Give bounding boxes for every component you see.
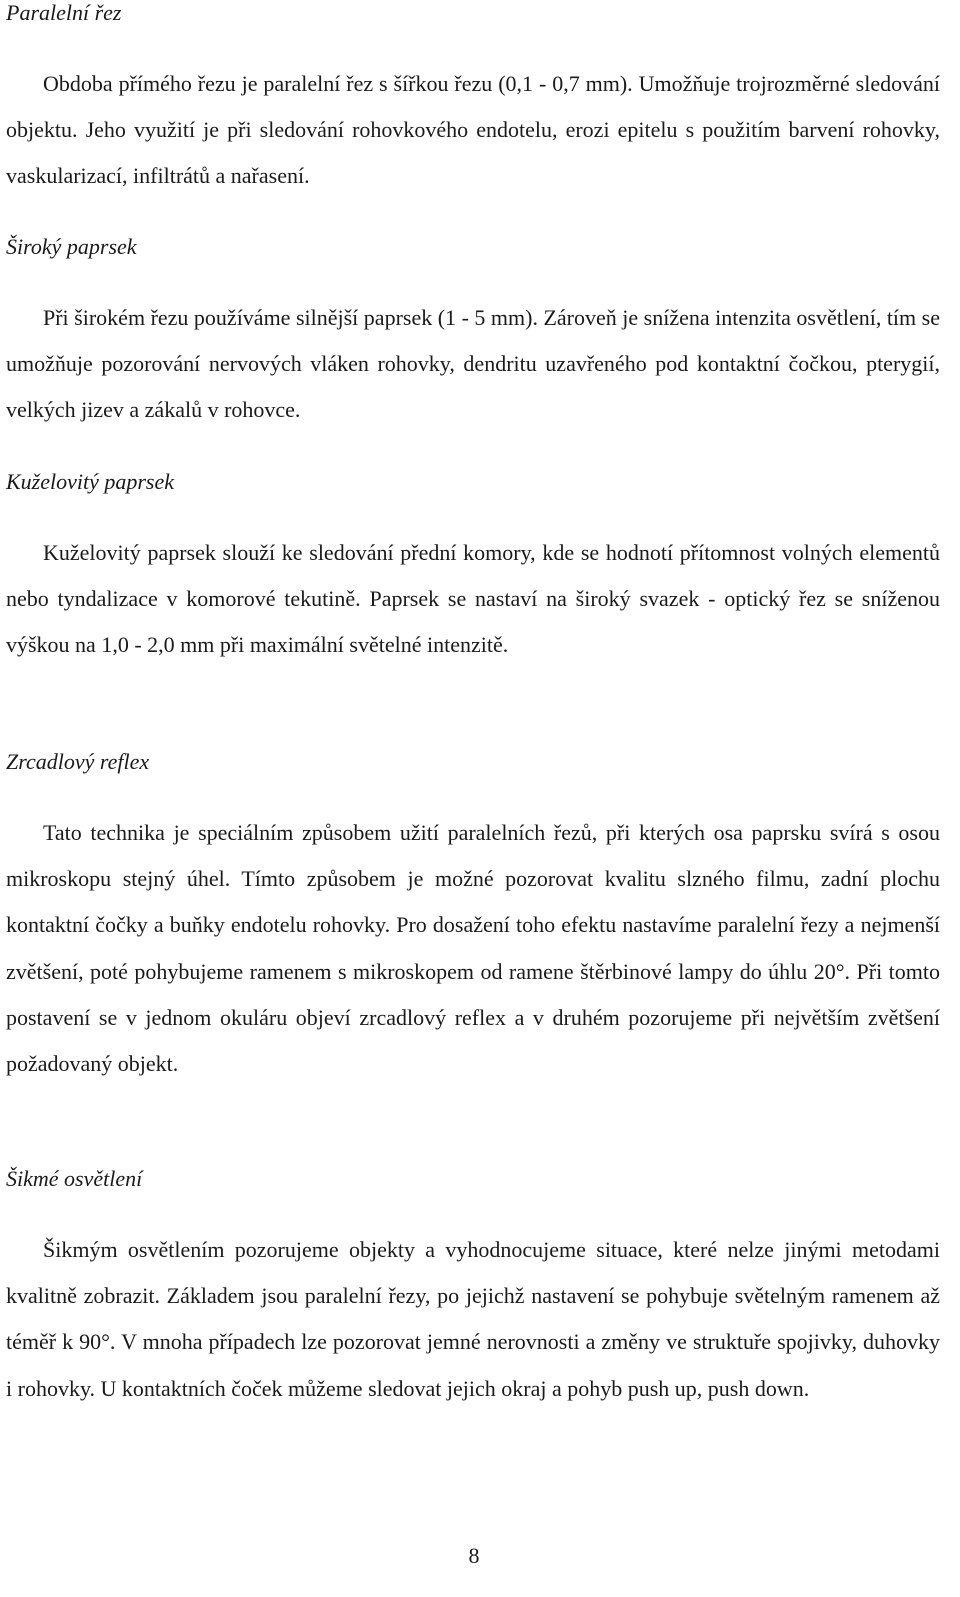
section-heading-kuzelovity-paprsek: Kuželovitý paprsek (6, 469, 175, 494)
section-heading-zrcadlovy-reflex: Zrcadlový reflex (6, 749, 150, 774)
section-heading-sikme-osvetleni: Šikmé osvětlení (6, 1166, 143, 1191)
section-paragraph-kuzelovity-paprsek: Kuželovitý paprsek slouží ke sledování přední komory, kde se hodnotí přítomnost volných elementů nebo tyndalizace v komorové tekutině. Paprsek se nastaví na široký svazek - optický řez se sníženou výškou na 1,0 - 2,0 mm při maximální světelné intenzitě. (6, 540, 940, 658)
section-heading-siroky-paprsek: Široký paprsek (6, 234, 137, 259)
page-number: 8 (468, 1543, 480, 1568)
section-paragraph-paralelni-rez: Obdoba přímého řezu je paralelní řez s šířkou řezu (0,1 - 0,7 mm). Umožňuje trojrozměrné sledování objektu. Jeho využití je při sledování rohovkového endotelu, erozi epitelu s použitím barvení rohovky, vaskularizací, infiltrátů a nařasení. (6, 71, 940, 189)
section-heading-paralelni-rez: Paralelní řez (6, 0, 122, 25)
section-paragraph-zrcadlovy-reflex: Tato technika je speciálním způsobem užití paralelních řezů, při kterých osa paprsku svírá s osou mikroskopu stejný úhel. Tímto způsobem je možné pozorovat kvalitu slzného filmu, zadní plochu kontaktní čočky a buňky endotelu rohovky. Pro dosažení toho efektu nastavíme paralelní řezy a nejmenší zvětšení, poté pohybujeme ramenem s mikroskopem od ramene štěrbinové lampy do úhlu 20°. Při tomto postavení se v jednom okuláru objeví zrcadlový reflex a v druhém pozorujeme při největším zvětšení požadovaný objekt. (6, 820, 940, 1077)
section-paragraph-sikme-osvetleni: Šikmým osvětlením pozorujeme objekty a vyhodnocujeme situace, které nelze jinými metodami kvalitně zobrazit. Základem jsou paralelní řezy, po jejichž nastavení se pohybuje světelným ramenem až téměř k 90°. V mnoha případech lze pozorovat jemné nerovnosti a změny ve struktuře spojivky, duhovky i rohovky. U kontaktních čoček můžeme sledovat jejich okraj a pohyb push up, push down. (6, 1237, 940, 1401)
section-paragraph-siroky-paprsek: Při širokém řezu používáme silnější paprsek (1 - 5 mm). Zároveň je snížena intenzita osvětlení, tím se umožňuje pozorování nervových vláken rohovky, dendritu uzavřeného pod kontaktní čočkou, pterygií, velkých jizev a zákalů v rohovce. (6, 305, 940, 423)
